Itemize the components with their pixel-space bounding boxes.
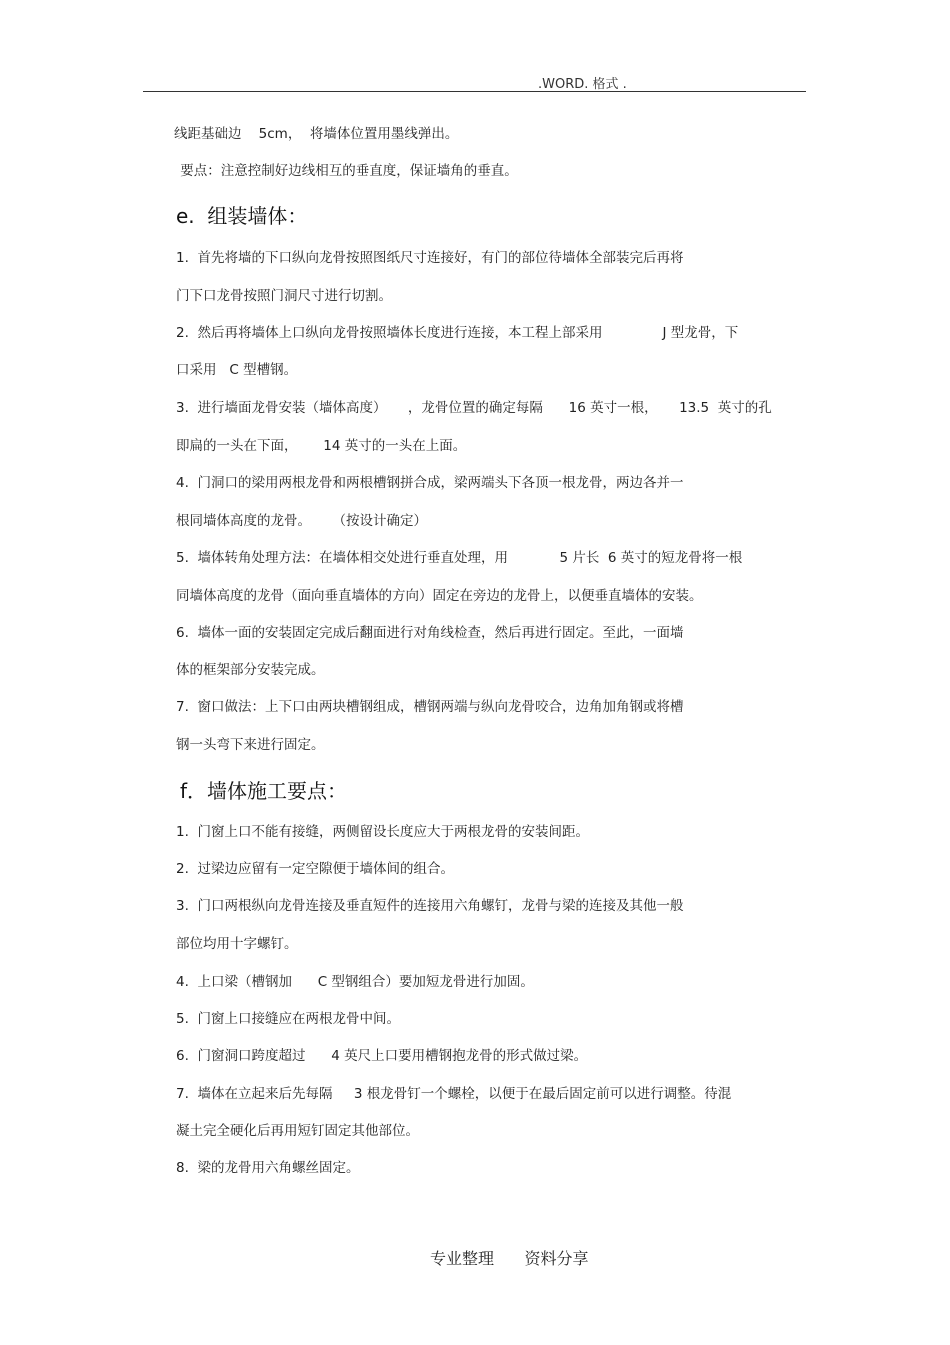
paragraph-line: 线距基础边 5cm， 将墙体位置用墨线弹出。 [174,126,459,142]
list-item-line: 体的框架部分安装完成。 [176,662,325,678]
list-item-line: 1. 门窗上口不能有接缝，两侧留设长度应大于两根龙骨的安装间距。 [176,824,589,840]
list-item-line: 1. 首先将墙的下口纵向龙骨按照图纸尺寸连接好，有门的部位待墙体全部装完后再将 [176,250,684,266]
list-item-line: 口采用 C 型槽钢。 [176,362,298,378]
list-item-line: 8. 梁的龙骨用六角螺丝固定。 [176,1160,360,1176]
section-heading-e: e. 组装墙体： [176,204,308,228]
list-item-line: 钢一头弯下来进行固定。 [176,737,325,753]
list-item-line: 凝土完全硬化后再用短钉固定其他部位。 [176,1123,419,1139]
list-item-line: 7. 窗口做法：上下口由两块槽钢组成，槽钢两端与纵向龙骨咬合，边角加角钢或将槽 [176,699,684,715]
list-item-line: 2. 然后再将墙体上口纵向龙骨按照墙体长度进行连接，本工程上部采用 J 型龙骨，下 [176,325,739,341]
section-heading-f: f．墙体施工要点： [180,779,348,803]
list-item-line: 根同墙体高度的龙骨。 （按设计确定） [176,513,427,529]
list-item-line: 5. 门窗上口接缝应在两根龙骨中间。 [176,1011,400,1027]
list-item-line: 3. 门口两根纵向龙骨连接及垂直短件的连接用六角螺钉，龙骨与梁的连接及其他一般 [176,898,684,914]
list-item-line: 4. 门洞口的梁用两根龙骨和两根槽钢拼合成，梁两端头下各顶一根龙骨，两边各并一 [176,475,684,491]
list-item-line: 同墙体高度的龙骨（面向垂直墙体的方向）固定在旁边的龙骨上，以便垂直墙体的安装。 [176,588,703,604]
list-item-line: 4. 上口梁（槽钢加 C 型钢组合）要加短龙骨进行加固。 [176,974,534,990]
page-footer: 专业整理 资料分享 [430,1249,589,1268]
list-item-line: 5. 墙体转角处理方法：在墙体相交处进行垂直处理，用 5 片长 6 英寸的短龙骨将一根 [176,550,743,566]
header-text: .WORD. 格式 . [538,77,627,92]
list-item-line: 即扁的一头在下面， 14 英寸的一头在上面。 [176,438,467,454]
list-item-line: 2. 过梁边应留有一定空隙便于墙体间的组合。 [176,861,454,877]
list-item-line: 部位均用十字螺钉。 [176,936,298,952]
header-divider [143,91,806,92]
list-item-line: 门下口龙骨按照门洞尺寸进行切割。 [176,288,392,304]
list-item-line: 6. 门窗洞口跨度超过 4 英尺上口要用槽钢抱龙骨的形式做过梁。 [176,1048,588,1064]
list-item-line: 7. 墙体在立起来后先每隔 3 根龙骨钉一个螺栓，以便于在最后固定前可以进行调整。待混 [176,1086,732,1102]
paragraph-line: 要点：注意控制好边线相互的垂直度，保证墙角的垂直。 [176,163,518,179]
list-item-line: 3. 进行墙面龙骨安装（墙体高度） ，龙骨位置的确定每隔 16 英寸一根， 13.5 英寸的孔 [176,400,772,416]
list-item-line: 6. 墙体一面的安装固定完成后翻面进行对角线检查，然后再进行固定。至此，一面墙 [176,625,684,641]
